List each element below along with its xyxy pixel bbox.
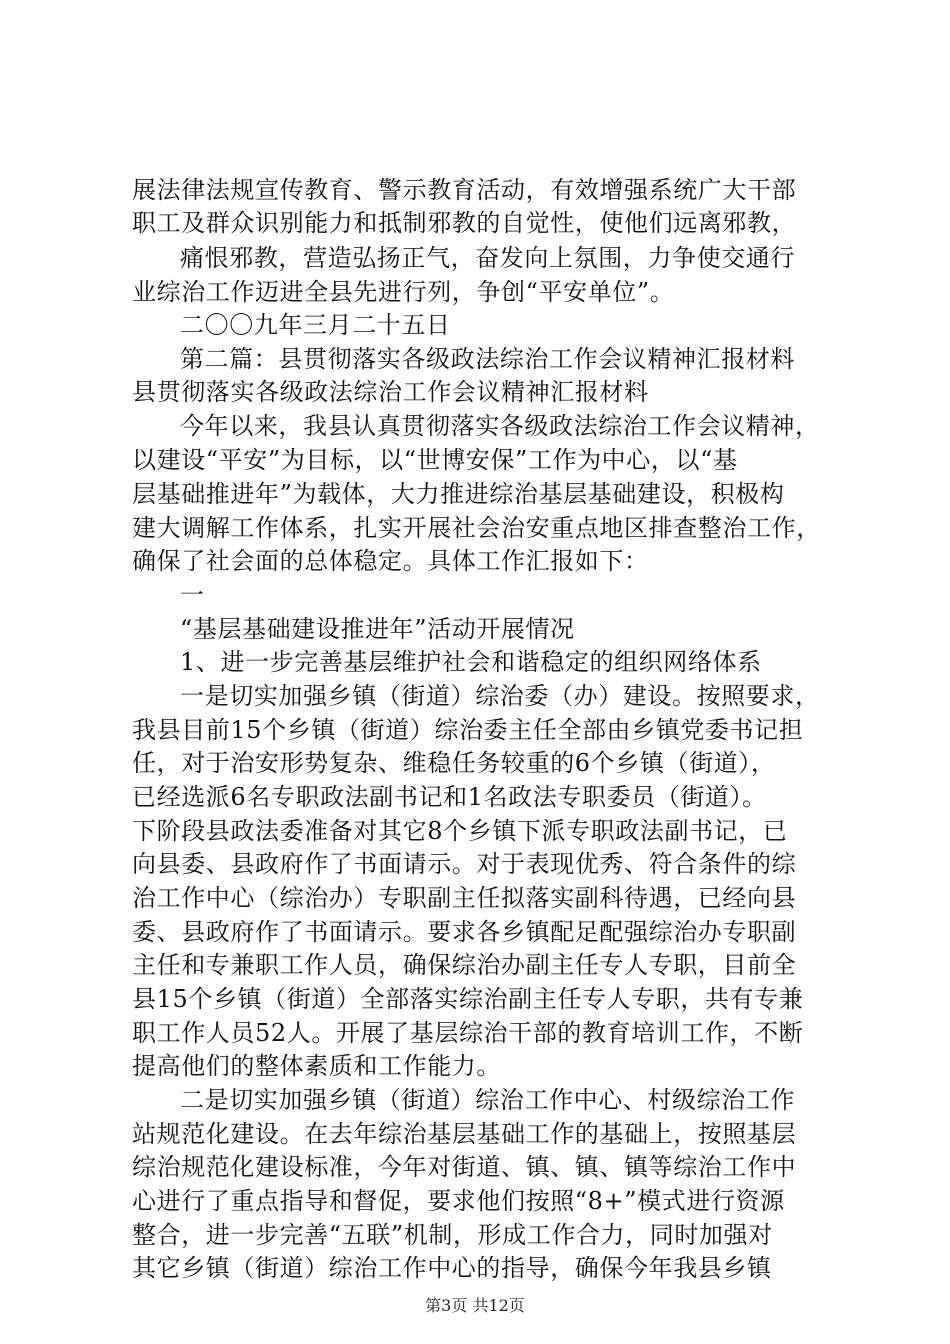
page-footer: 第3页 共12页: [425, 1296, 525, 1315]
body-text-line: 以建设“平安”为目标，以“世博安保”工作为中心，以“基: [132, 446, 738, 474]
body-text-line: 委、县政府作了书面请示。要求各乡镇配足配强综治办专职副: [132, 918, 797, 946]
body-text-line: 建大调解工作体系，扎实开展社会治安重点地区排查整治工作，: [132, 514, 821, 542]
body-text-line: 一是切实加强乡镇（街道）综治委（办）建设。按照要求，: [180, 682, 820, 710]
body-text-line: 确保了社会面的总体稳定。具体工作汇报如下：: [132, 547, 649, 575]
subsection-heading: 1、进一步完善基层维护社会和谐稳定的组织网络体系: [180, 648, 762, 676]
report-title: 县贯彻落实各级政法综治工作会议精神汇报材料: [132, 378, 649, 406]
body-text-line: 任，对于治安形势复杂、维稳任务较重的6个乡镇（街道），: [132, 749, 776, 777]
body-text-line: 我县目前15个乡镇（街道）综治委主任全部由乡镇党委书记担: [132, 716, 804, 744]
body-text-line: 下阶段县政法委准备对其它8个乡镇下派专职政法副书记，已: [132, 817, 788, 845]
section-heading: “基层基础建设推进年”活动开展情况: [180, 615, 575, 643]
section-number: 一: [180, 581, 205, 609]
body-text-line: 整合，进一步完善“五联”机制，形成工作合力，同时加强对: [132, 1221, 773, 1249]
body-text-line: 已经选派6名专职政法副书记和1名政法专职委员（街道）。: [132, 783, 767, 811]
body-text-line: 展法律法规宣传教育、警示教育活动，有效增强系统广大干部: [132, 176, 797, 204]
body-text-line: 主任和专兼职工作人员，确保综治办副主任专人专职，目前全: [132, 951, 797, 979]
body-text-line: 县15个乡镇（街道）全部落实综治副主任专人专职，共有专兼: [132, 985, 804, 1013]
body-text-line: 其它乡镇（街道）综治工作中心的指导，确保今年我县乡镇: [132, 1254, 772, 1282]
section-title: 第二篇：县贯彻落实各级政法综治工作会议精神汇报材料: [180, 345, 795, 373]
body-text-line: 向县委、县政府作了书面请示。对于表现优秀、符合条件的综: [132, 850, 797, 878]
body-text-line: 提高他们的整体素质和工作能力。: [132, 1052, 501, 1080]
body-text-line: 业综治工作迈进全县先进行列，争创“平安单位”。: [132, 278, 675, 306]
body-text-line: 心进行了重点指导和督促，要求他们按照“8+”模式进行资源: [132, 1187, 785, 1215]
body-text-line: 职工及群众识别能力和抵制邪教的自觉性，使他们远离邪教，: [132, 209, 797, 237]
body-text-line: 站规范化建设。在去年综治基层基础工作的基础上，按照基层: [132, 1120, 797, 1148]
body-text-line: 职工作人员52人。开展了基层综治干部的教育培训工作，不断: [132, 1019, 804, 1047]
body-text-line: 治工作中心（综治办）专职副主任拟落实副科待遇，已经向县: [132, 884, 797, 912]
body-text-line: 痛恨邪教，营造弘扬正气，奋发向上氛围，力争使交通行: [180, 244, 795, 272]
body-text-line: 今年以来，我县认真贯彻落实各级政法综治工作会议精神，: [180, 412, 820, 440]
date-line: 二〇〇九年三月二十五日: [180, 311, 451, 339]
body-text-line: 综治规范化建设标准，今年对街道、镇、镇、镇等综治工作中: [132, 1153, 797, 1181]
body-text-line: 层基础推进年”为载体，大力推进综治基层基础建设，积极构: [132, 480, 785, 508]
body-text-line: 二是切实加强乡镇（街道）综治工作中心、村级综治工作: [180, 1086, 795, 1114]
